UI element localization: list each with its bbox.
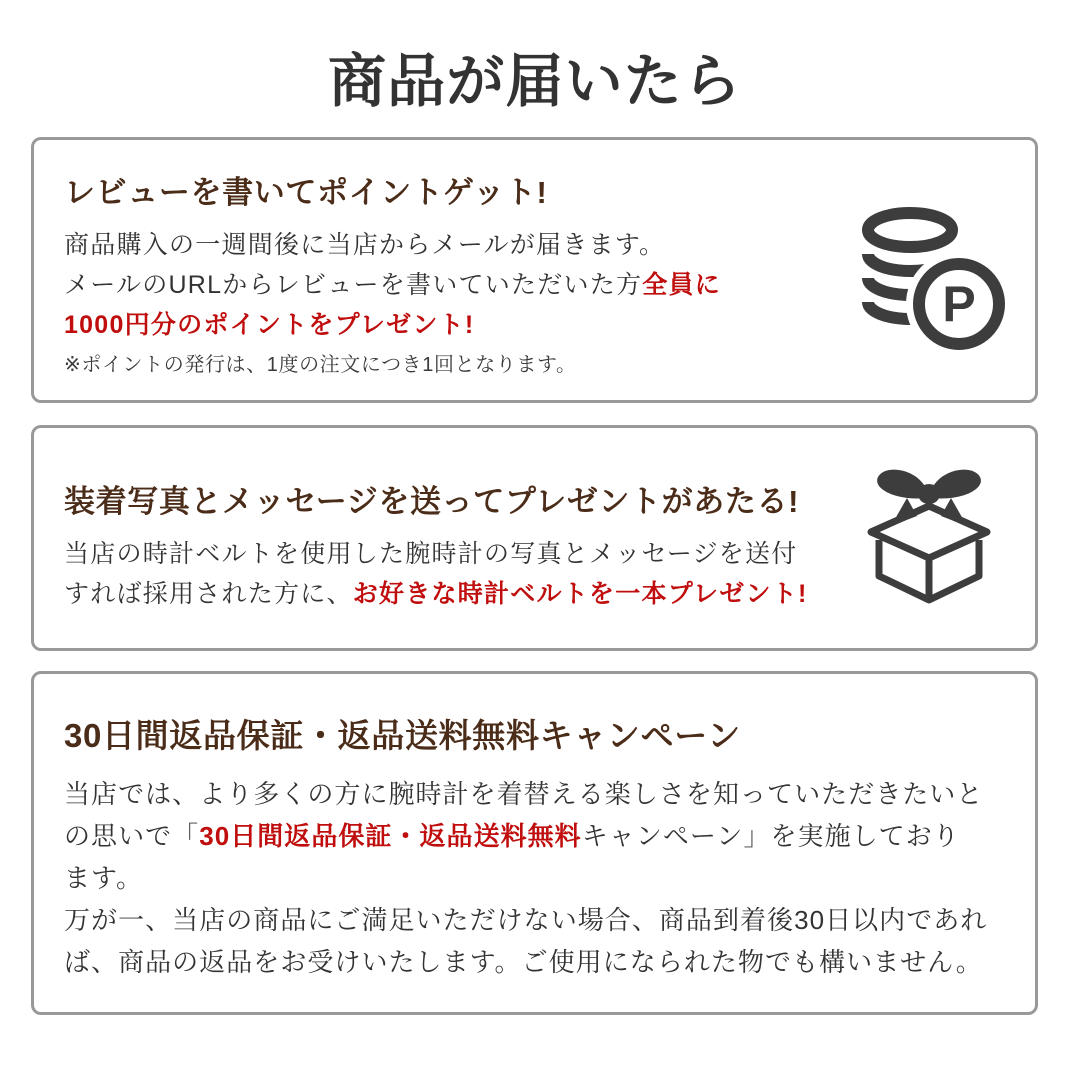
review-line-1: 商品購入の一週間後に当店からメールが届きます。 [64,231,666,259]
photo-line-1: 当店の時計ベルトを使用した腕時計の写真とメッセージを送付 [64,540,798,568]
photo-line-2-normal: すれば採用された方に、 [64,580,353,608]
return-p2-line-2: ば、商品の返品をお受けいたします。ご使用になられた物でも構いません。 [64,947,983,977]
review-box-text [64,167,1005,380]
photo-box-text [64,476,1005,614]
info-box-return-guarantee [31,671,1038,1015]
return-p1-line-2-highlight: 30日間返品保証・返品送料無料 [199,821,582,851]
point-letter: P [942,276,976,332]
review-line-2-normal: メールのURLからレビューを書いていただいた方 [64,271,643,299]
return-p1-line-2 [64,815,1005,857]
photo-line-2 [64,574,1005,614]
review-line-3-highlight: 1000円分のポイントをプレゼント! [64,311,475,339]
return-p1-line-1: 当店では、より多くの方に腕時計を着替える楽しさを知っていただきたいと [64,779,984,809]
review-box-heading: レビューを書いてポイントゲット! [64,175,548,210]
review-note: ※ポイントの発行は、1度の注文につき1回となります。 [64,354,577,376]
return-p1-line-2-post: キャンペーン」を実施しており [581,821,960,851]
return-p1-line-2-pre: の思いで「 [64,821,200,851]
return-box-text [64,710,1005,983]
info-box-review-points [31,137,1038,403]
return-p1-line-3: ます。 [64,863,144,893]
photo-line-2-highlight: お好きな時計ベルトを一本プレゼント! [352,580,808,608]
return-p2-line-1: 万が一、当店の商品にご満足いただけない場合、商品到着後30日以内であれ [64,905,988,935]
photo-box-heading: 装着写真とメッセージを送ってプレゼントがあたる! [64,484,800,519]
page-title: 商品が届いたら [327,49,743,114]
info-box-photo-present [31,425,1038,651]
return-box-heading: 30日間返品保証・返品送料無料キャンペーン [64,717,741,754]
review-line-2 [64,265,1005,305]
review-line-2-highlight: 全員に [642,271,722,299]
